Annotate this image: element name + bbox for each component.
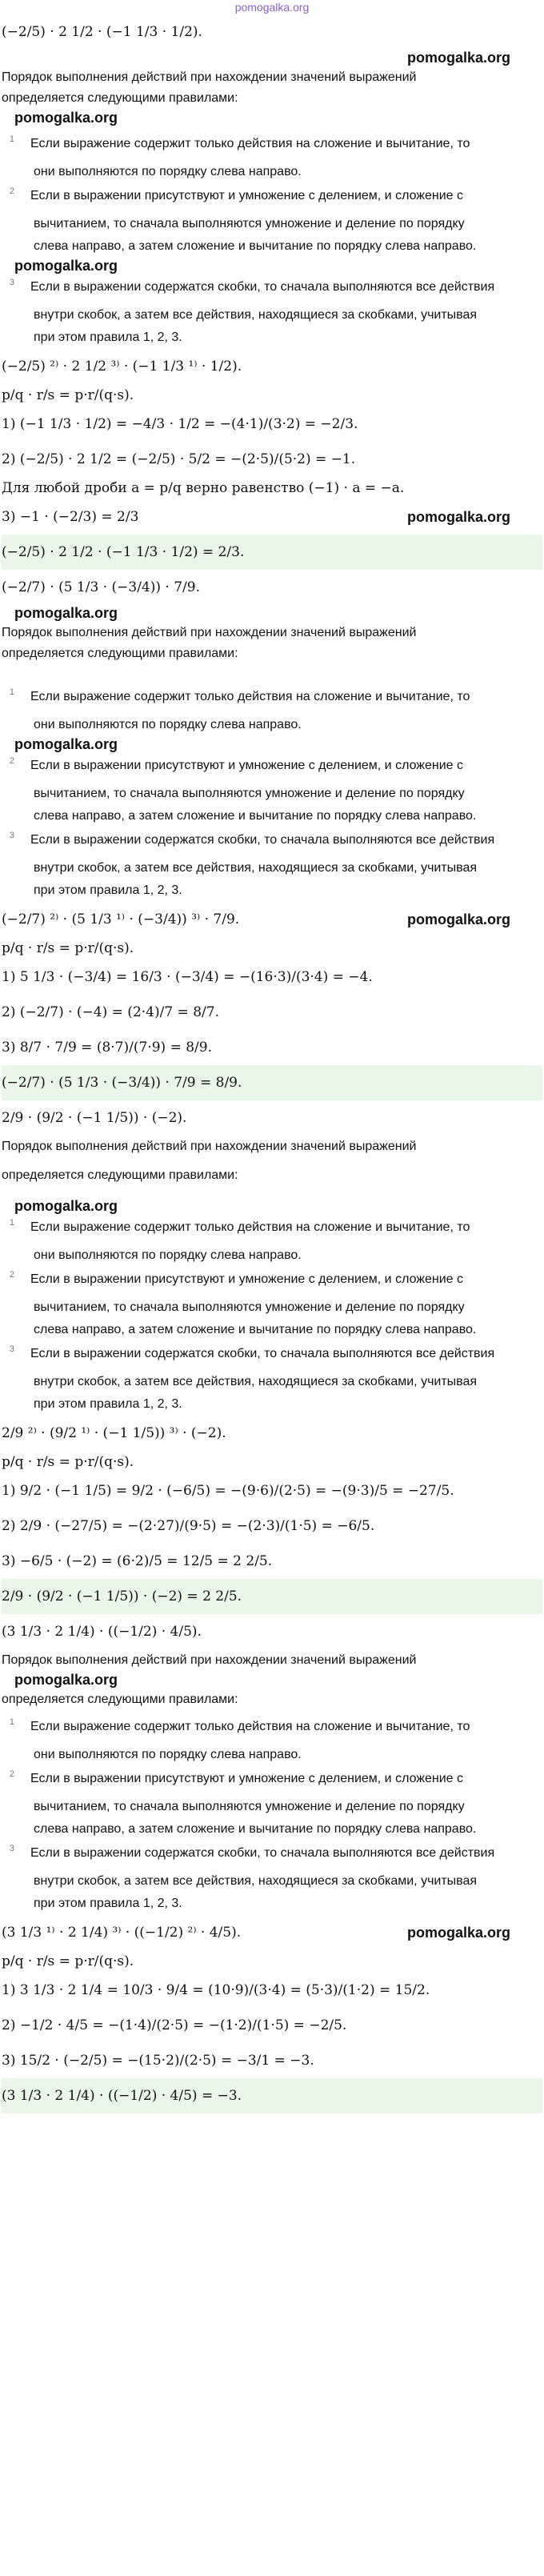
rule-number: 1 (9, 687, 14, 697)
rule-text-continued: при этом правила 1, 2, 3. (34, 331, 182, 344)
rule-text: Если в выражении присутствуют и умножение с делением, и сложение с (30, 189, 464, 202)
rules-intro-line-1: Порядок выполнения действий при нахождении значений выражений (2, 70, 417, 84)
rule-text-continued: внутри скобок, а затем все действия, находящиеся за скобками, учитывая (34, 1874, 478, 1888)
rule-item (2, 1714, 542, 1739)
rule-text: Если выражение содержит только действия на сложение и вычитание, то (30, 690, 470, 703)
watermark: pomogalka.org (406, 50, 510, 66)
rule-text-continued: слева направо, а затем сложение и вычитание по порядку слева направо. (34, 239, 477, 253)
rule-number: 3 (9, 831, 14, 840)
watermark-row (2, 50, 542, 66)
rules-intro-line-2: определяется следующими правилами: (2, 647, 238, 660)
rule-text: Если выражение содержит только действия на сложение и вычитание, то (30, 1220, 470, 1234)
rules-intro-line-2: определяется следующими правилами: (2, 1693, 238, 1706)
problem-3-order: 2/9 ²⁾ · (9/2 ¹⁾ · (−1 1/5)) ³⁾ · (−2). (2, 1425, 226, 1441)
rule-number: 2 (9, 186, 14, 196)
rules-list (2, 684, 542, 902)
rule-text-continued: вычитанием, то сначала выполняются умножение и деление по порядку (34, 217, 465, 230)
rules-list (2, 131, 542, 349)
watermark: pomogalka.org (406, 1925, 510, 1941)
watermark: pomogalka.org (14, 1198, 118, 1214)
sign-rule: Для любой дроби a = p/q верно равенство (−1) · a = −a. (2, 480, 405, 496)
problem-3-step: 2) 2/9 · (−27/5) = −(2·27)/(9·5) = −(2·3)/(1·5) = −6/5. (2, 1518, 375, 1534)
problem-2 (2, 570, 542, 1100)
rule-text-continued: внутри скобок, а затем все действия, находящиеся за скобками, учитывая (34, 1375, 478, 1388)
rule-item (2, 183, 542, 208)
rule-item (2, 1267, 542, 1292)
problem-4-answer: (3 1/3 · 2 1/4) · ((−1/2) · 4/5) = −3. (2, 2078, 542, 2113)
problem-2-order-row (2, 902, 542, 937)
problem-1-step: 2) (−2/5) · 2 1/2 = (−2/5) · 5/2 = −(2·5)/(5·2) = −1. (2, 451, 356, 467)
rule-number: 3 (9, 1344, 14, 1354)
site-watermark-top[interactable]: pomogalka.org (234, 1, 310, 14)
rule-item (2, 753, 542, 778)
rule-number: 2 (9, 1769, 14, 1779)
problem-1-step-row (2, 499, 542, 535)
rule-number: 2 (9, 756, 14, 766)
problem-3-step: 1) 9/2 · (−1 1/5) = 9/2 · (−6/5) = −(9·6)/(2·5) = −(9·3)/5 = −27/5. (2, 1483, 454, 1499)
rule-text-continued: при этом правила 1, 2, 3. (34, 883, 182, 897)
rule-text: Если в выражении содержатся скобки, то сначала выполняются все действия (30, 280, 495, 294)
problem-4-step: 2) −1/2 · 4/5 = −(1·4)/(2·5) = −(1·2)/(1·5) = −2/5. (2, 2017, 347, 2033)
watermark: pomogalka.org (406, 509, 510, 525)
problem-1-step: 1) (−1 1/3 · 1/2) = −4/3 · 1/2 = −(4·1)/(3·2) = −2/3. (2, 416, 358, 432)
watermark: pomogalka.org (14, 605, 118, 621)
rule-item (2, 684, 542, 709)
fraction-rule: p/q · r/s = p·r/(q·s). (2, 940, 134, 956)
rule-text: Если в выражении присутствуют и умножение с делением, и сложение с (30, 759, 464, 772)
problem-1-task: (−2/5) · 2 1/2 · (−1 1/3 · 1/2). (2, 24, 202, 40)
rule-text-continued: вычитанием, то сначала выполняются умножение и деление по порядку (34, 1300, 465, 1314)
watermark: pomogalka.org (406, 911, 510, 927)
watermark: pomogalka.org (14, 736, 118, 752)
problem-4 (2, 1614, 542, 2113)
rule-number: 1 (9, 134, 14, 144)
watermark: pomogalka.org (14, 1672, 118, 1688)
rule-number: 2 (9, 1270, 14, 1280)
rule-text: Если в выражении содержатся скобки, то сначала выполняются все действия (30, 1846, 495, 1860)
solution-page (0, 14, 544, 2113)
rule-item (2, 131, 542, 156)
problem-2-step: 2) (−2/7) · (−4) = (2·4)/7 = 8/7. (2, 1004, 219, 1020)
rules-intro-line-1: Порядок выполнения действий при нахождении значений выражений (2, 626, 417, 639)
rule-text: Если выражение содержит только действия на сложение и вычитание, то (30, 1720, 470, 1733)
problem-4-order-row (2, 1915, 542, 1950)
rule-text: Если в выражении содержатся скобки, то сначала выполняются все действия (30, 1347, 495, 1360)
rule-number: 1 (9, 1218, 14, 1228)
problem-3 (2, 1100, 542, 1614)
rule-text-continued: слева направо, а затем сложение и вычитание по порядку слева направо. (34, 1822, 477, 1836)
problem-1-answer: (−2/5) · 2 1/2 · (−1 1/3 · 1/2) = 2/3. (2, 535, 542, 570)
rule-text-continued: вычитанием, то сначала выполняются умножение и деление по порядку (34, 1800, 465, 1813)
problem-2-answer: (−2/7) · (5 1/3 · (−3/4)) · 7/9 = 8/9. (2, 1065, 542, 1100)
watermark: pomogalka.org (14, 110, 118, 126)
problem-1-order: (−2/5) ²⁾ · 2 1/2 ³⁾ · (−1 1/3 ¹⁾ · 1/2). (2, 359, 242, 375)
watermark: pomogalka.org (14, 258, 118, 274)
rule-text: Если в выражении содержатся скобки, то сначала выполняются все действия (30, 833, 495, 847)
fraction-rule: p/q · r/s = p·r/(q·s). (2, 1454, 134, 1470)
rules-intro-line-1: Порядок выполнения действий при нахождении значений выражений (2, 1653, 417, 1667)
rule-text-continued: они выполняются по порядку слева направо. (34, 1748, 302, 1761)
rule-item (2, 1341, 542, 1366)
rule-text: Если в выражении присутствуют и умножение с делением, и сложение с (30, 1272, 464, 1286)
problem-2-step: 1) 5 1/3 · (−3/4) = 16/3 · (−3/4) = −(16·3)/(3·4) = −4. (2, 969, 373, 985)
rule-item (2, 1841, 542, 1865)
rules-intro-line-2: определяется следующими правилами: (2, 91, 238, 105)
problem-3-task: 2/9 · (9/2 · (−1 1/5)) · (−2). (2, 1110, 187, 1126)
rule-item (2, 827, 542, 852)
rule-text-continued: внутри скобок, а затем все действия, находящиеся за скобками, учитывая (34, 861, 478, 875)
rule-text-continued: вычитанием, то сначала выполняются умножение и деление по порядку (34, 787, 465, 800)
rule-item (2, 1215, 542, 1240)
problem-2-step: 3) 8/7 · 7/9 = (8·7)/(7·9) = 8/9. (2, 1040, 212, 1056)
problem-3-step: 3) −6/5 · (−2) = (6·2)/5 = 12/5 = 2 2/5. (2, 1553, 273, 1569)
rule-text-continued: слева направо, а затем сложение и вычитание по порядку слева направо. (34, 809, 477, 823)
problem-4-task: (3 1/3 · 2 1/4) · ((−1/2) · 4/5). (2, 1624, 202, 1640)
rule-text-continued: внутри скобок, а затем все действия, находящиеся за скобками, учитывая (34, 308, 478, 322)
rule-text-continued: они выполняются по порядку слева направо. (34, 718, 302, 731)
problem-2-order: (−2/7) ²⁾ · (5 1/3 ¹⁾ · (−3/4)) ³⁾ · 7/9. (2, 911, 240, 927)
rule-text: Если в выражении присутствуют и умножение с делением, и сложение с (30, 1772, 464, 1785)
rule-text-continued: они выполняются по порядку слева направо. (34, 1248, 302, 1262)
rule-item (2, 1766, 542, 1791)
rule-text: Если выражение содержит только действия на сложение и вычитание, то (30, 137, 470, 150)
problem-3-answer: 2/9 · (9/2 · (−1 1/5)) · (−2) = 2 2/5. (2, 1579, 542, 1614)
rule-number: 3 (9, 278, 14, 287)
problem-4-step: 3) 15/2 · (−2/5) = −(15·2)/(2·5) = −3/1 = −3. (2, 2053, 314, 2069)
rules-intro-line-2: определяется следующими правилами: (2, 1168, 238, 1182)
rule-text-continued: при этом правила 1, 2, 3. (34, 1397, 182, 1411)
problem-2-task: (−2/7) · (5 1/3 · (−3/4)) · 7/9. (2, 579, 200, 595)
rule-text-continued: слева направо, а затем сложение и вычитание по порядку слева направо. (34, 1323, 477, 1336)
problem-1-step: 3) −1 · (−2/3) = 2/3 (2, 509, 139, 525)
problem-4-order: (3 1/3 ¹⁾ · 2 1/4) ³⁾ · ((−1/2) ²⁾ · 4/5). (2, 1925, 242, 1941)
fraction-rule: p/q · r/s = p·r/(q·s). (2, 387, 134, 403)
rules-list (2, 1714, 542, 1915)
rule-number: 3 (9, 1844, 14, 1853)
rule-text-continued: они выполняются по порядку слева направо. (34, 165, 302, 178)
rule-text-continued: при этом правила 1, 2, 3. (34, 1897, 182, 1910)
rules-intro-line-1: Порядок выполнения действий при нахождении значений выражений (2, 1140, 417, 1153)
rule-number: 1 (9, 1717, 14, 1727)
problem-1 (2, 14, 542, 570)
rule-item (2, 274, 542, 299)
problem-4-step: 1) 3 1/3 · 2 1/4 = 10/3 · 9/4 = (10·9)/(3·4) = (5·3)/(1·2) = 15/2. (2, 1982, 430, 1998)
fraction-rule: p/q · r/s = p·r/(q·s). (2, 1953, 134, 1969)
rules-list (2, 1198, 542, 1416)
